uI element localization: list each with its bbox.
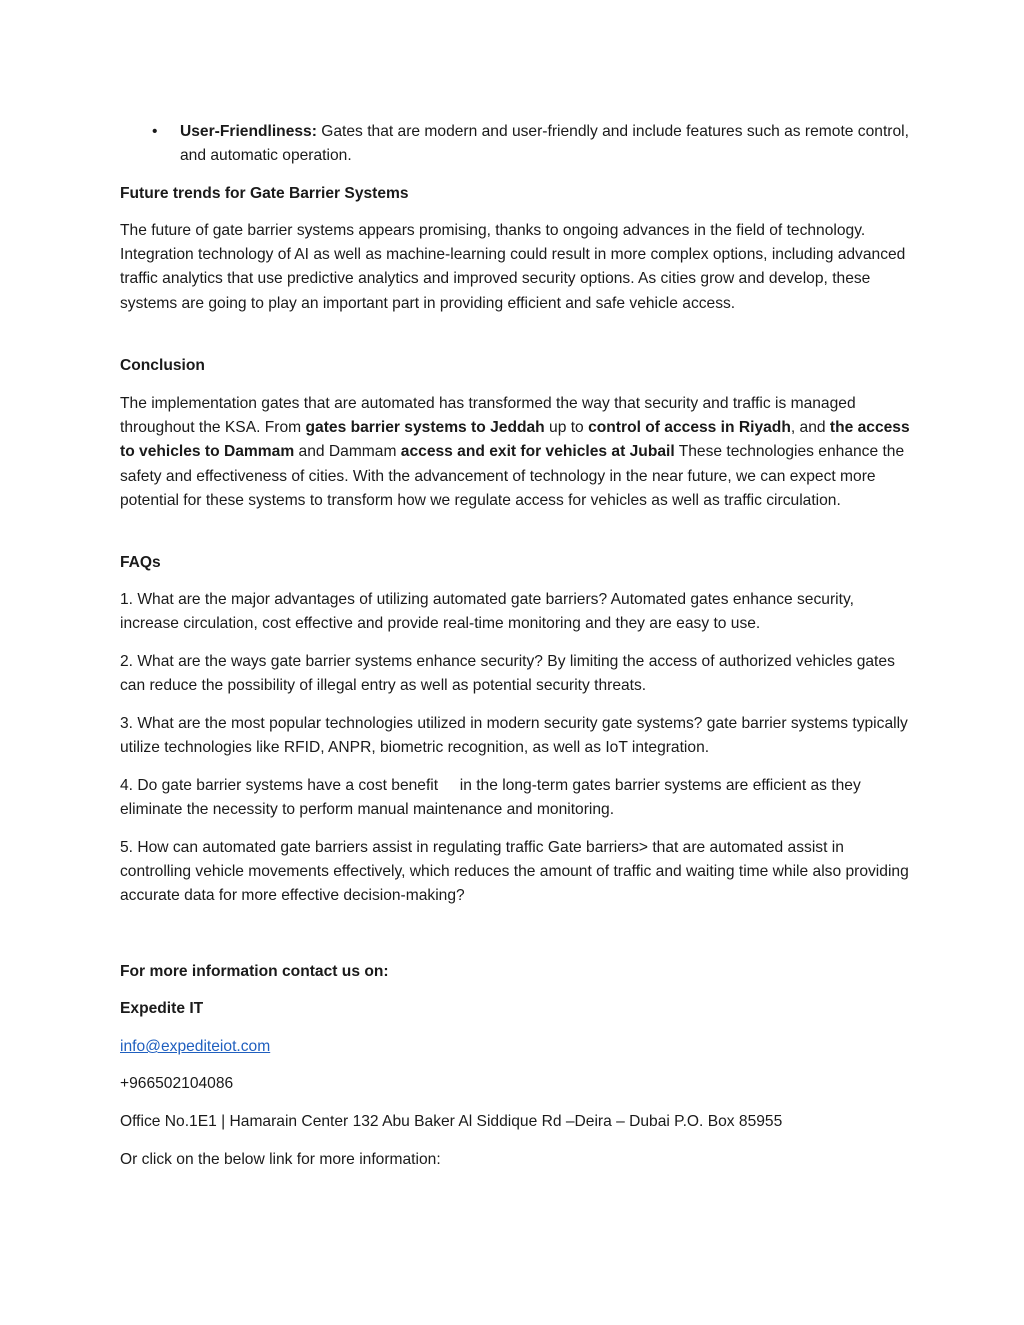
bullet-text [180,120,910,168]
email-line [120,1035,910,1059]
conclusion-paragraph [120,392,910,513]
faq-item-2: 2. What are the ways gate barrier systems enhance security? By limiting the access of authorized vehicles gates can reduce the possibility of illegal entry as well as potential security threats. [120,653,895,695]
conclusion-text-2: up to [544,419,589,437]
conclusion-bold-jeddah: gates barrier systems to Jeddah [305,419,545,437]
conclusion-heading: Conclusion [120,357,205,374]
phone-number: +966502104086 [120,1075,234,1092]
conclusion-bold-jubail: access and exit for vehicles at Jubail [400,443,675,461]
conclusion-bold-riyadh: control of access in Riyadh [588,419,791,437]
future-trends-heading: Future trends for Gate Barrier Systems [120,185,409,202]
faqs-heading: FAQs [120,554,161,571]
faq-item-3: 3. What are the most popular technologies utilized in modern security gate systems? gate barrier systems typically utilize technologies like RFID, ANPR, biometric recognition, as well as IoT integration. [120,715,908,757]
faq-item-1: 1. What are the major advantages of utilizing automated gate barriers? Automated gates enhance security, increase circulation, cost effective and provide real-time monitoring and they are easy to use. [120,591,854,633]
company-name: Expedite IT [120,1000,204,1017]
bullet-description: Gates that are modern and user-friendly and include features such as remote control, and automatic operation. [180,123,909,165]
link-note: Or click on the below link for more information: [120,1151,441,1168]
email-link[interactable]: info@expediteiot.com [120,1038,271,1055]
faq-item-5: 5. How can automated gate barriers assist in regulating traffic Gate barriers> that are automated assist in controlling vehicle movements effectively, which reduces the amount of traffic and waiting time while also providing accurate data for more effective decision-making? [120,839,909,905]
bullet-dot-icon: • [152,123,158,140]
conclusion-text-5: These technologies enhance the safety and effectiveness of cities. With the advancement of technology in the near future, we can expect more potential for these systems to transform how we regulate access for vehicles as well as traffic circulation. [120,443,905,509]
office-address: Office No.1E1 | Hamarain Center 132 Abu Baker Al Siddique Rd –Deira – Dubai P.O. Box 85955 [120,1113,783,1130]
bullet-label: User-Friendliness: [180,123,317,140]
conclusion-bold-dammam: the access to vehicles to Dammam [120,419,910,461]
conclusion-text-1: The implementation gates that are automated has transformed the way that security and traffic is managed throughout the KSA. From [120,395,856,437]
conclusion-text-3: , and [790,419,830,437]
conclusion-text-4: and Dammam [294,443,401,461]
contact-heading: For more information contact us on: [120,963,389,980]
faq-item-4: 4. Do gate barrier systems have a cost benefit in the long-term gates barrier systems are efficient as they eliminate the necessity to perform manual maintenance and monitoring. [120,777,866,819]
future-trends-paragraph: The future of gate barrier systems appears promising, thanks to ongoing advances in the field of technology. Integration technology of AI as well as machine-learning could result in more complex options, including advanced traffic analytics that use predictive analytics and improved security options. As cities grow and develop, these systems are going to play an important part in providing efficient and safe vehicle access. [120,222,906,312]
